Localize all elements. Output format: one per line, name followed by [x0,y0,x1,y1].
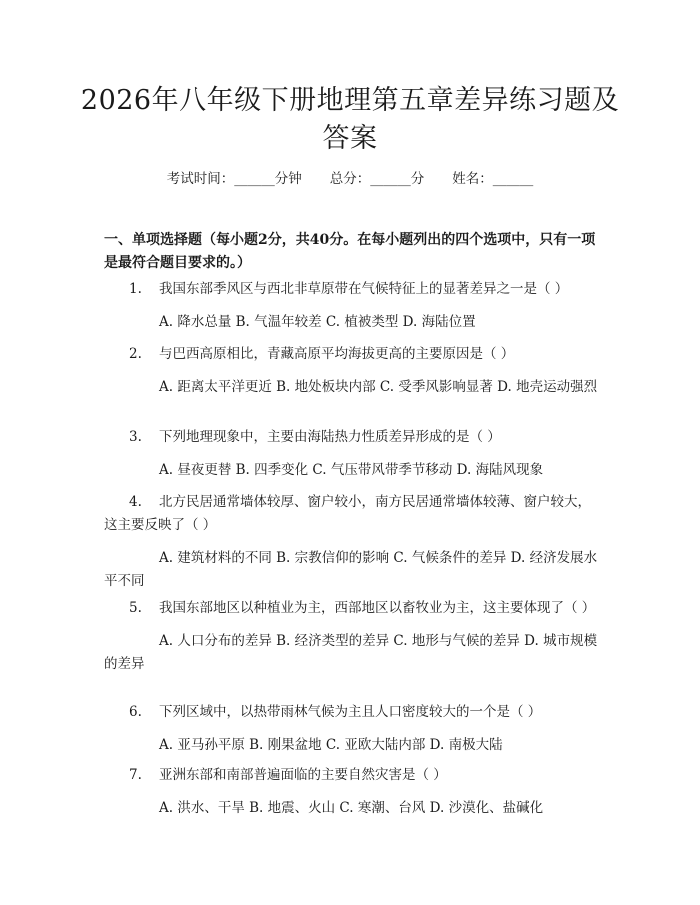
question-options: A. 建筑材料的不同 B. 宗教信仰的影响 C. 气候条件的差异 D. 经济发展水平不同 [104,550,598,589]
question-stem [104,597,604,620]
question-text: 我国东部地区以种植业为主，西部地区以畜牧业为主，这主要体现了（ ） [159,600,596,616]
question-text: 我国东部季风区与西北非草原带在气候特征上的显著差异之一是（ ） [159,281,569,297]
question-stem [104,701,604,724]
exam-meta-line [0,170,700,188]
question-stem [104,343,604,366]
question-item [104,278,604,334]
total-score-field: 总分：______分 [329,171,425,187]
question-number: 4. [129,494,142,510]
question-item [104,491,604,593]
question-item [104,343,604,399]
question-text: 下列区域中，以热带雨林气候为主且人口密度较大的一个是（ ） [159,704,542,720]
question-stem [104,491,604,537]
question-options: A. 洪水、干旱 B. 地震、火山 C. 寒潮、台风 D. 沙漠化、盐碱化 [159,800,544,816]
page-title: 2026年八年级下册地理第五章差异练习题及答案 [80,85,620,154]
question-number: 1. [129,281,142,297]
question-item [104,597,604,676]
question-item [104,701,604,757]
question-number: 7. [129,767,142,783]
question-text: 北方民居通常墙体较厚、窗户较小，南方民居通常墙体较薄、窗户较大，这主要反映了（ ） [104,494,591,533]
question-item [104,426,604,482]
student-name-field: 姓名：______ [452,171,534,187]
question-options: A. 昼夜更替 B. 四季变化 C. 气压带风带季节移动 D. 海陆风现象 [159,462,544,478]
question-options: A. 人口分布的差异 B. 经济类型的差异 C. 地形与气候的差异 D. 城市规模的差异 [104,633,598,672]
question-text: 与巴西高原相比，青藏高原平均海拔更高的主要原因是（ ） [159,346,515,362]
question-options: A. 距离太平洋更近 B. 地处板块内部 C. 受季风影响显著 D. 地壳运动强烈 [159,379,598,395]
question-stem [104,764,604,787]
question-text: 亚洲东部和南部普遍面临的主要自然灾害是（ ） [159,767,447,783]
question-item [104,764,604,820]
question-options: A. 亚马孙平原 B. 刚果盆地 C. 亚欧大陆内部 D. 南极大陆 [159,737,503,753]
question-number: 3. [129,429,142,445]
question-stem [104,278,604,301]
question-stem [104,426,604,449]
question-number: 6. [129,704,142,720]
question-options: A. 降水总量 B. 气温年较差 C. 植被类型 D. 海陆位置 [159,314,476,330]
exam-time-field: 考试时间：______分钟 [166,171,302,187]
section-heading: 一、单项选择题（每小题2分，共40分。在每小题列出的四个选项中，只有一项是最符合题目要求的。） [104,232,596,271]
question-text: 下列地理现象中，主要由海陆热力性质差异形成的是（ ） [159,429,501,445]
question-number: 2. [129,346,142,362]
question-number: 5. [129,600,142,616]
